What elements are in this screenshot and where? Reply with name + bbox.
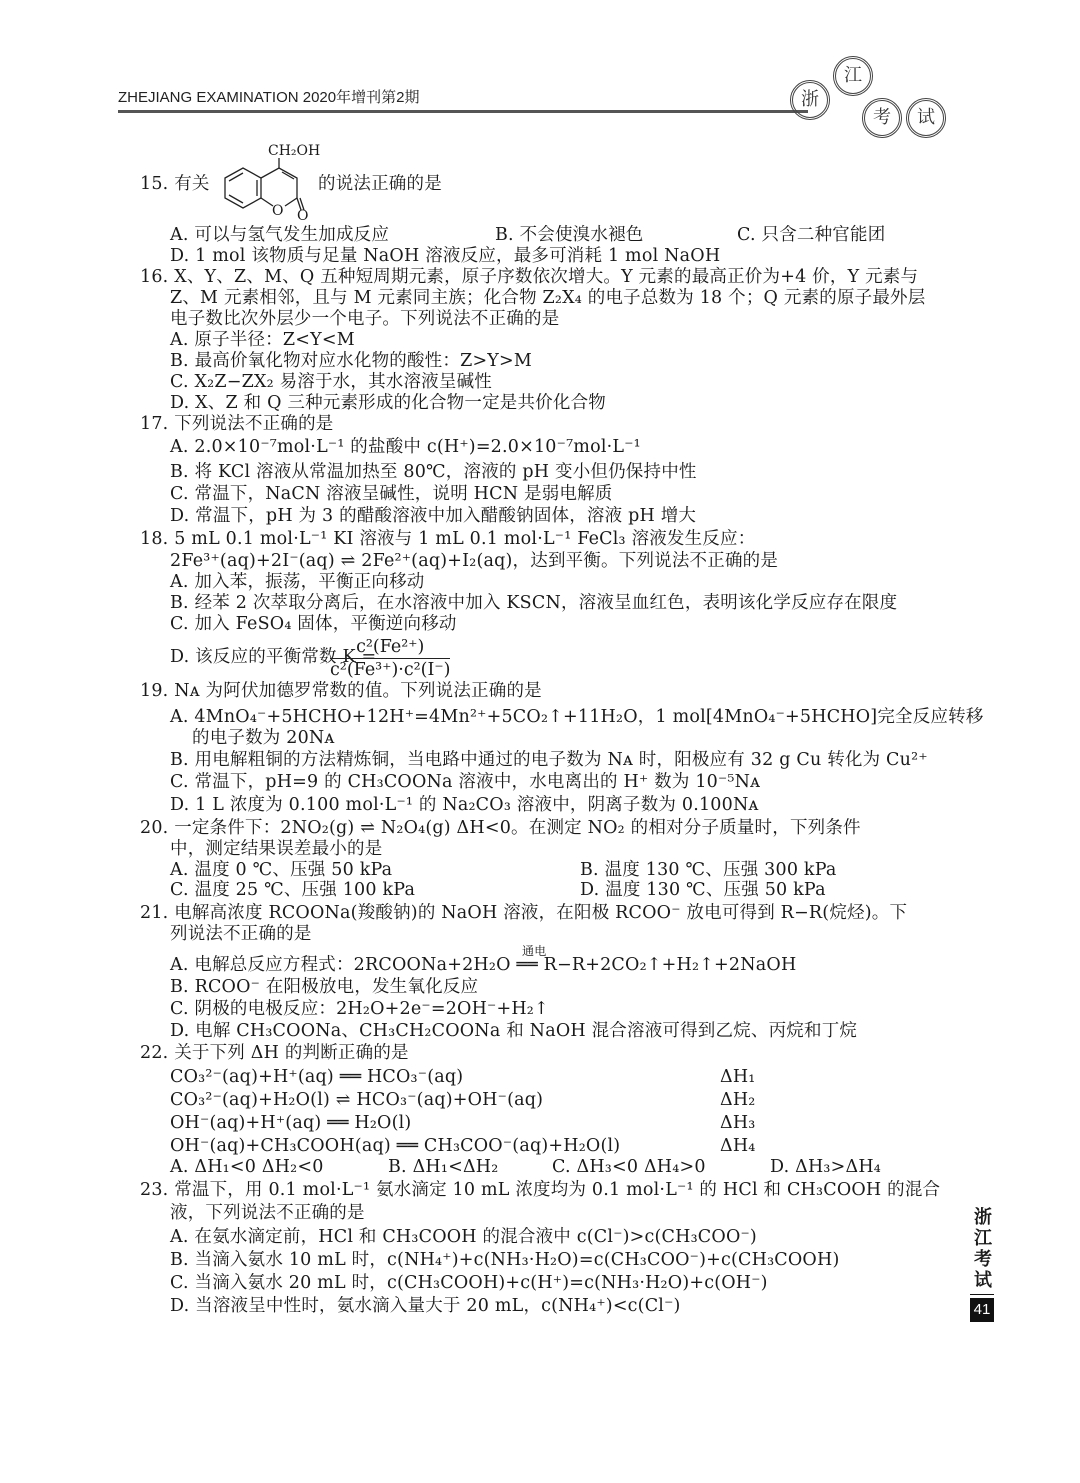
q18-option-a: A. 加入苯，振荡，平衡正向移动 xyxy=(170,572,425,592)
q18-option-b: B. 经苯 2 次萃取分离后，在水溶液中加入 KSCN，溶液呈血红色，表明该化学反应存在限度 xyxy=(170,593,898,613)
q17-stem: 17. 下列说法不正确的是 xyxy=(140,414,334,434)
logo-seal-2: 江 xyxy=(833,56,873,96)
logo-seal-1: 浙 xyxy=(790,80,830,120)
q16-option-b: B. 最高价氧化物对应水化物的酸性：Z>Y>M xyxy=(170,351,533,371)
q18-stem-1: 18. 5 mL 0.1 mol·L⁻¹ KI 溶液与 1 mL 0.1 mol·L⁻¹ FeCl₃ 溶液发生反应： xyxy=(140,529,756,549)
q23-stem-2: 液，下列说法不正确的是 xyxy=(170,1203,365,1223)
logo-seal-4: 试 xyxy=(906,98,946,138)
q23-stem-1: 23. 常温下，用 0.1 mol·L⁻¹ 氨水滴定 10 mL 浓度均为 0.1 mol·L⁻¹ 的 HCl 和 CH₃COOH 的混合 xyxy=(140,1180,941,1200)
q15-option-d: D. 1 mol 该物质与足量 NaOH 溶液反应，最多可消耗 1 mol NaOH xyxy=(170,246,721,266)
q22-dh-2: ΔH₂ xyxy=(720,1090,756,1110)
q22-equation-3: OH⁻(aq)+H⁺(aq) ══ H₂O(l) xyxy=(170,1113,412,1133)
q15-option-b: B. 不会使溴水褪色 xyxy=(495,225,644,245)
q17-option-a: A. 2.0×10⁻⁷mol·L⁻¹ 的盐酸中 c(H⁺)=2.0×10⁻⁷mol·L⁻¹ xyxy=(170,437,641,457)
q22-equation-4: OH⁻(aq)+CH₃COOH(aq) ══ CH₃COO⁻(aq)+H₂O(l) xyxy=(170,1136,621,1156)
electrolysis-arrow-label: 通电 xyxy=(522,944,547,958)
q22-equation-1: CO₃²⁻(aq)+H⁺(aq) ══ HCO₃⁻(aq) xyxy=(170,1067,464,1087)
q22-dh-1: ΔH₁ xyxy=(720,1067,756,1087)
carbonyl-oxygen-label: O xyxy=(297,208,309,224)
q17-option-b: B. 将 KCl 溶液从常温加热至 80℃，溶液的 pH 变小但仍保持中性 xyxy=(170,462,697,482)
substituent-label: CH₂OH xyxy=(268,143,321,159)
q16-stem-3: 电子数比次外层少一个电子。下列说法不正确的是 xyxy=(170,309,560,329)
q20-option-a: A. 温度 0 ℃、压强 50 kPa xyxy=(170,860,393,880)
journal-header: ZHEJIANG EXAMINATION 2020年增刊第2期 xyxy=(118,89,420,106)
q22-equation-2: CO₃²⁻(aq)+H₂O(l) ⇌ HCO₃⁻(aq)+OH⁻(aq) xyxy=(170,1090,544,1110)
q16-option-a: A. 原子半径：Z<Y<M xyxy=(170,330,355,350)
q21-stem-1: 21. 电解高浓度 RCOONa(羧酸钠)的 NaOH 溶液，在阳极 RCOO⁻ 放电可得到 R−R(烷烃)。下 xyxy=(140,903,908,923)
q19-stem: 19. Nᴀ 为阿伏加德罗常数的值。下列说法正确的是 xyxy=(140,681,542,701)
k-denominator: c²(Fe³⁺)·c²(I⁻) xyxy=(330,660,451,680)
page-number: 41 xyxy=(970,1298,994,1322)
k-numerator: c²(Fe²⁺) xyxy=(330,636,450,659)
q22-option-a: A. ΔH₁<0 ΔH₂<0 xyxy=(170,1157,324,1177)
q19-option-d: D. 1 L 浓度为 0.100 mol·L⁻¹ 的 Na₂CO₃ 溶液中，阴离子数为 0.100Nᴀ xyxy=(170,795,759,815)
q16-option-c: C. X₂Z−ZX₂ 易溶于水，其水溶液呈碱性 xyxy=(170,372,492,392)
side-divider xyxy=(970,1294,994,1295)
q18-option-d: D. 该反应的平衡常数 K = xyxy=(170,647,377,667)
q21-option-c: C. 阴极的电极反应：2H₂O+2e⁻=2OH⁻+H₂↑ xyxy=(170,999,549,1019)
q20-option-c: C. 温度 25 ℃、压强 100 kPa xyxy=(170,880,416,900)
header-rule xyxy=(118,110,808,113)
q21-option-d: D. 电解 CH₃COONa、CH₃CH₂COONa 和 NaOH 混合溶液可得到乙烷、丙烷和丁烷 xyxy=(170,1021,858,1041)
q19-option-b: B. 用电解粗铜的方法精炼铜，当电路中通过的电子数为 Nᴀ 时，阳极应有 32 g Cu 转化为 Cu²⁺ xyxy=(170,750,928,770)
q15-stem-pre: 15. 有关 xyxy=(140,174,210,194)
q22-option-b: B. ΔH₁<ΔH₂ xyxy=(388,1157,499,1177)
q20-stem-2: 中，测定结果误差最小的是 xyxy=(170,839,383,859)
q15-option-a: A. 可以与氢气发生加成反应 xyxy=(170,225,390,245)
q22-dh-3: ΔH₃ xyxy=(720,1113,756,1133)
q22-option-c: C. ΔH₃<0 ΔH₄>0 xyxy=(552,1157,706,1177)
q18-option-c: C. 加入 FeSO₄ 固体，平衡逆向移动 xyxy=(170,614,457,634)
q22-stem: 22. 关于下列 ΔH 的判断正确的是 xyxy=(140,1043,409,1063)
q20-stem-1: 20. 一定条件下：2NO₂(g) ⇌ N₂O₄(g) ΔH<0。在测定 NO₂ 的相对分子质量时，下列条件 xyxy=(140,818,861,838)
q20-option-b: B. 温度 130 ℃、压强 300 kPa xyxy=(580,860,837,880)
q17-option-c: C. 常温下，NaCN 溶液呈碱性，说明 HCN 是弱电解质 xyxy=(170,484,613,504)
q15-stem-post: 的说法正确的是 xyxy=(318,174,442,194)
q15-option-c: C. 只含二种官能团 xyxy=(737,225,886,245)
q22-option-d: D. ΔH₃>ΔH₄ xyxy=(770,1157,882,1177)
q16-stem-1: 16. X、Y、Z、M、Q 五种短周期元素，原子序数依次增大。Y 元素的最高正价为+4 价，Y 元素与 xyxy=(140,267,919,287)
q20-option-d: D. 温度 130 ℃、压强 50 kPa xyxy=(580,880,826,900)
coumarin-structure-icon xyxy=(215,158,325,228)
q19-option-a: A. 4MnO₄⁻+5HCHO+12H⁺=4Mn²⁺+5CO₂↑+11H₂O，1 mol[4MnO₄⁻+5HCHO]完全反应转移 xyxy=(170,707,984,727)
q21-option-a: A. 电解总反应方程式：2RCOONa+2H₂O ══ R−R+2CO₂↑+H₂↑+2NaOH xyxy=(170,955,797,975)
q21-stem-2: 列说法不正确的是 xyxy=(170,924,312,944)
equilibrium-constant-fraction xyxy=(330,636,450,681)
q19-option-a-cont: 的电子数为 20Nᴀ xyxy=(192,728,335,748)
side-tab-label: 浙江考试 xyxy=(974,1207,992,1291)
q23-option-c: C. 当滴入氨水 20 mL 时，c(CH₃COOH)+c(H⁺)=c(NH₃·H₂O)+c(OH⁻) xyxy=(170,1273,768,1293)
q18-stem-2: 2Fe³⁺(aq)+2I⁻(aq) ⇌ 2Fe²⁺(aq)+I₂(aq)，达到平衡。下列说法不正确的是 xyxy=(170,551,779,571)
q16-stem-2: Z、M 元素相邻，且与 M 元素同主族；化合物 Z₂X₄ 的电子总数为 18 个；Q 元素的原子最外层 xyxy=(170,288,926,308)
q17-option-d: D. 常温下，pH 为 3 的醋酸溶液中加入醋酸钠固体，溶液 pH 增大 xyxy=(170,506,697,526)
q22-dh-4: ΔH₄ xyxy=(720,1136,756,1156)
ring-oxygen-label: O xyxy=(272,203,284,219)
q23-option-b: B. 当滴入氨水 10 mL 时，c(NH₄⁺)+c(NH₃·H₂O)=c(CH₃COO⁻)+c(CH₃COOH) xyxy=(170,1250,840,1270)
q16-option-d: D. X、Z 和 Q 三种元素形成的化合物一定是共价化合物 xyxy=(170,393,606,413)
q23-option-d: D. 当溶液呈中性时，氨水滴入量大于 20 mL，c(NH₄⁺)<c(Cl⁻) xyxy=(170,1296,681,1316)
logo-seal-3: 考 xyxy=(862,98,902,138)
q23-option-a: A. 在氨水滴定前，HCl 和 CH₃COOH 的混合液中 c(Cl⁻)>c(CH₃COO⁻) xyxy=(170,1227,757,1247)
q19-option-c: C. 常温下，pH=9 的 CH₃COONa 溶液中，水电离出的 H⁺ 数为 10⁻⁵Nᴀ xyxy=(170,772,761,792)
q21-option-b: B. RCOO⁻ 在阳极放电，发生氧化反应 xyxy=(170,977,479,997)
